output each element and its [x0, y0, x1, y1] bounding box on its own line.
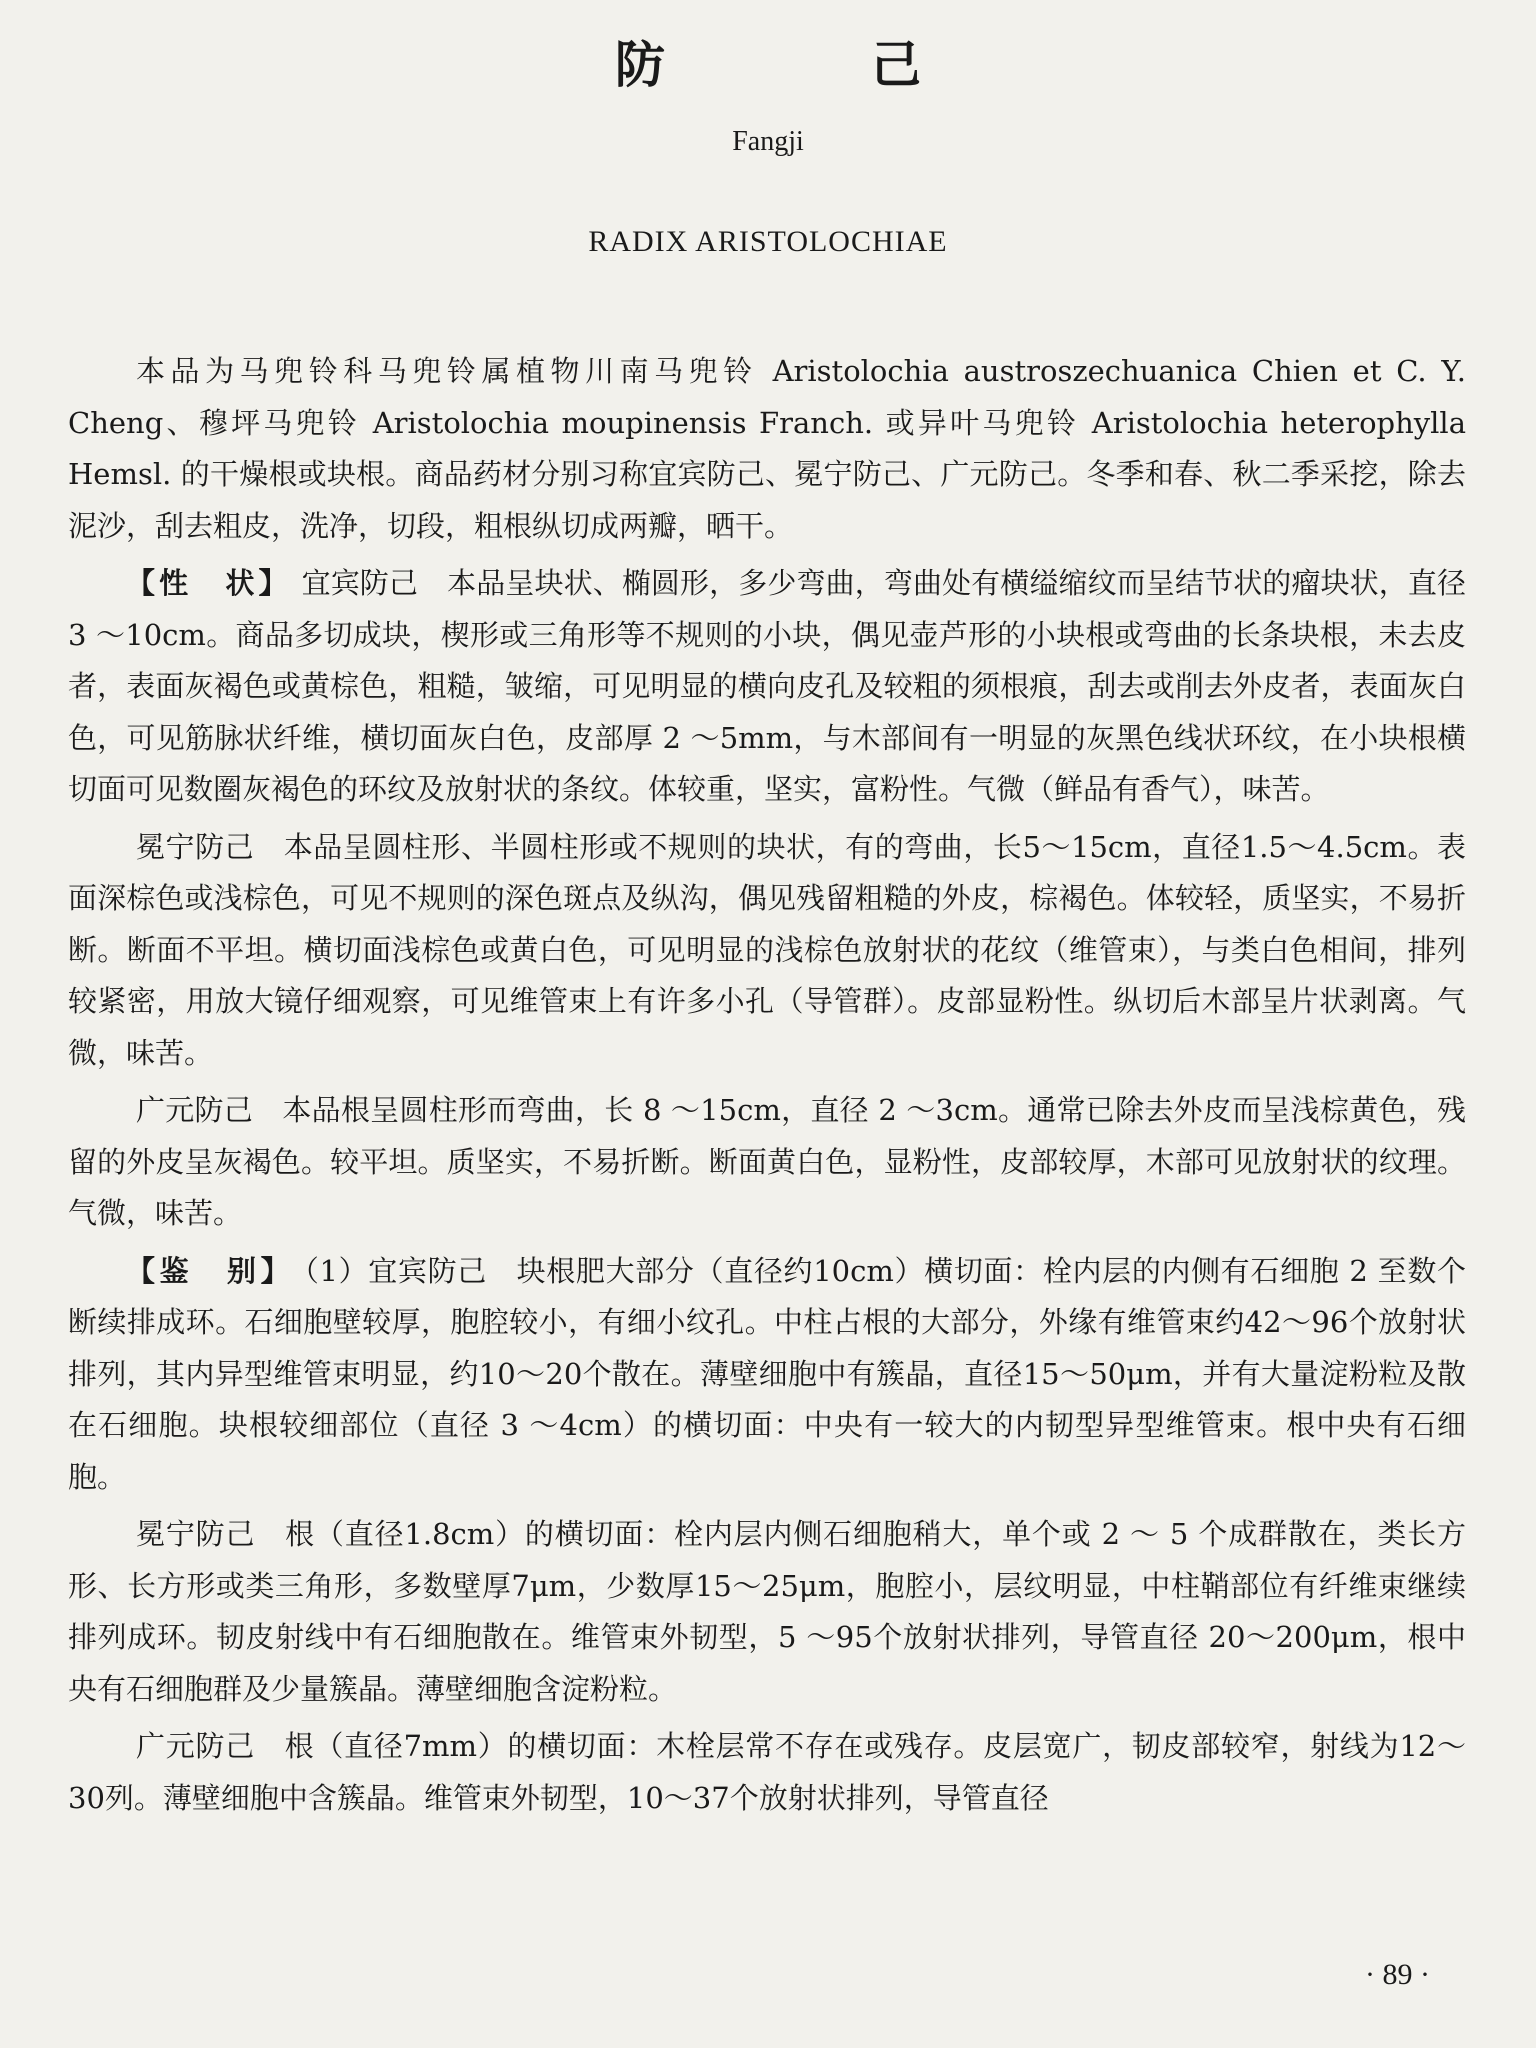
monograph-body [68, 346, 1466, 1830]
paragraph-identification-yibin [68, 1246, 1466, 1504]
latin-name: RADIX ARISTOLOCHIAE [588, 225, 948, 258]
pinyin-name: Fangji [732, 126, 804, 157]
paragraph-identification-guangyuan [68, 1721, 1466, 1824]
paragraph-text: 广元防己 根（直径7mm）的横切面：木栓层常不存在或残存。皮层宽广，韧皮部较窄，射线为12～30列。薄壁细胞中含簇晶。维管束外韧型，10～37个放射状排列，导管直径 [68, 1729, 1466, 1815]
page-number: · 89 · [1365, 1958, 1430, 1991]
paragraph-description-mianning [68, 822, 1466, 1080]
paragraph-text: （1）宜宾防己 块根肥大部分（直径约10cm）横切面：栓内层的内侧有石细胞 2 至数个断续排成环。石细胞壁较厚，胞腔较小，有细小纹孔。中柱占根的大部分，外缘有维管束约42～96个放射状排列，其内异型维管束明显，约10～20个散在。薄壁细胞中有簇晶，直径15～50μm，并有大量淀粉粒及散在石细胞。块根较细部位（直径 3 ～4cm）的横切面：中央有一较大的内韧型异型维管束。根中央有石细胞。 [68, 1253, 1466, 1494]
paragraph-source [68, 346, 1466, 552]
paragraph-identification-mianning [68, 1509, 1466, 1715]
page-title: 防 己 [615, 36, 999, 94]
section-heading-identification: 【鉴 别】 [126, 1253, 295, 1288]
paragraph-description-guangyuan [68, 1085, 1466, 1240]
paragraph-text: 冕宁防己 本品呈圆柱形、半圆柱形或不规则的块状，有的弯曲，长5～15cm，直径1.5～4.5cm。表面深棕色或浅棕色，可见不规则的深色斑点及纵沟，偶见残留粗糙的外皮，棕褐色。体较轻，质坚实，不易折断。断面不平坦。横切面浅棕色或黄白色，可见明显的浅棕色放射状的花纹（维管束），与类白色相间，排列较紧密，用放大镜仔细观察，可见维管束上有许多小孔（导管群）。皮部显粉性。纵切后木部呈片状剥离。气微，味苦。 [68, 829, 1466, 1070]
paragraph-description-yibin [68, 558, 1466, 816]
paragraph-text: 本品为马兜铃科马兜铃属植物川南马兜铃 Aristolochia austroszechuanica Chien et C. Y. Cheng、穆坪马兜铃 Aristolochia moupinensis Franch. 或异叶马兜铃 Aristolochia heterophylla Hemsl. 的干燥根或块根。商品药材分别习称宜宾防己、冕宁防己、广元防己。冬季和春、秋二季采挖，除去泥沙，刮去粗皮，洗净，切段，粗根纵切成两瓣，晒干。 [68, 354, 1466, 543]
paragraph-text: 宜宾防己 本品呈块状、椭圆形，多少弯曲，弯曲处有横缢缩纹而呈结节状的瘤块状，直径 3 ～10cm。商品多切成块，楔形或三角形等不规则的小块，偶见壶芦形的小块根或弯曲的长条块根，未去皮者，表面灰褐色或黄棕色，粗糙，皱缩，可见明显的横向皮孔及较粗的须根痕，刮去或削去外皮者，表面灰白色，可见筋脉状纤维，横切面灰白色，皮部厚 2 ～5mm，与木部间有一明显的灰黑色线状环纹，在小块根横切面可见数圈灰褐色的环纹及放射状的条纹。体较重，坚实，富粉性。气微（鲜品有香气），味苦。 [68, 566, 1466, 806]
section-heading-description: 【性 状】 [126, 566, 292, 600]
paragraph-text: 广元防己 本品根呈圆柱形而弯曲，长 8 ～15cm，直径 2 ～3cm。通常已除去外皮而呈浅棕黄色，残留的外皮呈灰褐色。较平坦。质坚实，不易折断。断面黄白色，显粉性，皮部较厚，木部可见放射状的纹理。气微，味苦。 [68, 1093, 1466, 1230]
paragraph-text: 冕宁防己 根（直径1.8cm）的横切面：栓内层内侧石细胞稍大，单个或 2 ～ 5 个成群散在，类长方形、长方形或类三角形，多数壁厚7μm，少数厚15～25μm，胞腔小，层纹明显，中柱鞘部位有纤维束继续排列成环。韧皮射线中有石细胞散在。维管束外韧型，5 ～95个放射状排列，导管直径 20～200μm，根中央有石细胞群及少量簇晶。薄壁细胞含淀粉粒。 [68, 1517, 1466, 1706]
